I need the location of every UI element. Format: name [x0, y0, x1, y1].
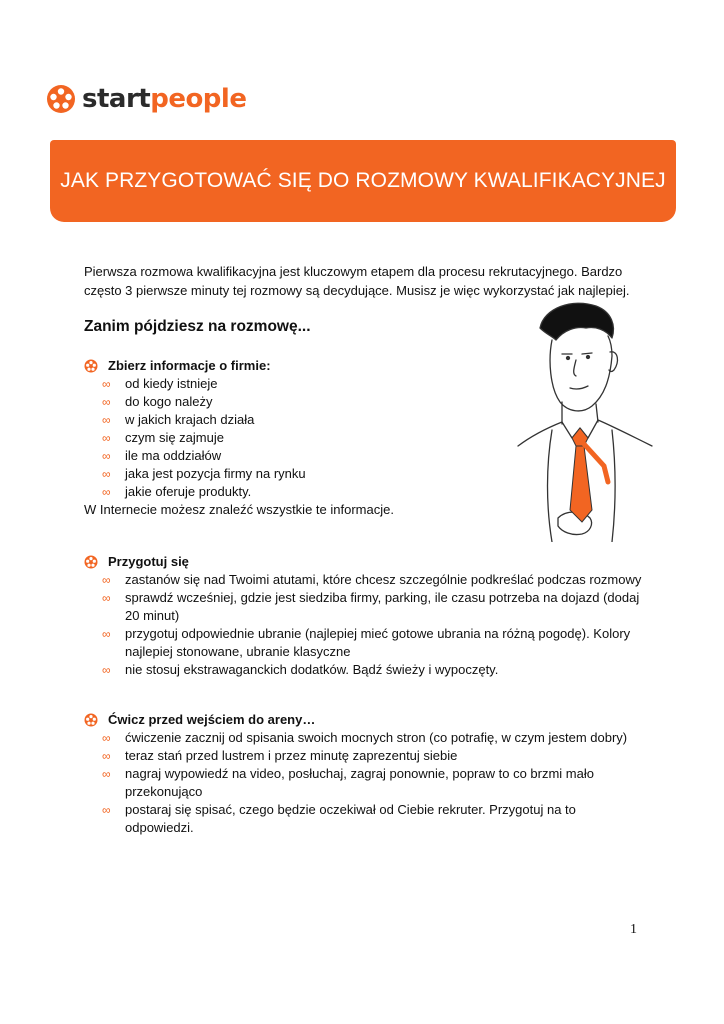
list-item — [84, 625, 644, 661]
infinity-bullet-icon: ∞ — [102, 467, 111, 481]
logo-wordmark-start: start — [82, 84, 151, 114]
infinity-bullet-icon: ∞ — [102, 663, 111, 677]
list-item-text: przygotuj odpowiednie ubranie (najlepiej mieć gotowe ubrania na różną pogodę). Kolory najlepiej stonowane, ubranie klasyczne — [125, 626, 631, 659]
list-item-text: teraz stań przed lustrem i przez minutę zaprezentuj siebie — [125, 748, 458, 763]
list-item — [84, 393, 504, 411]
list-item — [84, 729, 644, 747]
list-item — [84, 375, 504, 393]
page-title: JAK PRZYGOTOWAĆ SIĘ DO ROZMOWY KWALIFIKACYJNEJ — [60, 169, 666, 192]
list-item-text: do kogo należy — [125, 394, 213, 409]
list-item — [84, 483, 504, 501]
list-item-text: ćwiczenie zacznij od spisania swoich mocnych stron (co potrafię, w czym jestem dobry) — [125, 730, 628, 745]
list-item-text: w jakich krajach działa — [125, 412, 255, 427]
block-title — [84, 710, 644, 729]
bullet-list — [84, 375, 504, 501]
list-item — [84, 765, 644, 801]
block-title — [84, 552, 644, 571]
list-item-text: jakie oferuje produkty. — [125, 484, 252, 499]
infinity-bullet-icon: ∞ — [102, 377, 111, 391]
list-item — [84, 801, 644, 837]
list-item-text: postaraj się spisać, czego będzie oczekiwał od Ciebie rekruter. Przygotuj na to odpowiedzi. — [125, 802, 576, 835]
bullet-list — [84, 571, 644, 679]
bullet-list — [84, 729, 644, 837]
list-item-text: od kiedy istnieje — [125, 376, 218, 391]
startpeople-logo-icon — [46, 84, 76, 114]
infinity-bullet-icon: ∞ — [102, 627, 111, 641]
block-company-info — [84, 356, 504, 519]
infinity-bullet-icon: ∞ — [102, 749, 111, 763]
block-note: W Internecie możesz znaleźć wszystkie te informacje. — [84, 502, 394, 517]
block-title-text: Zbierz informacje o firmie: — [108, 358, 271, 373]
list-item — [84, 465, 504, 483]
list-item — [84, 411, 504, 429]
block-title-text: Przygotuj się — [108, 554, 189, 569]
infinity-bullet-icon: ∞ — [102, 767, 111, 781]
list-item — [84, 589, 644, 625]
flower-bullet-icon — [84, 555, 98, 569]
list-item-text: nie stosuj ekstrawaganckich dodatków. Bądź świeży i wypoczęty. — [125, 662, 499, 677]
flower-bullet-icon — [84, 713, 98, 727]
infinity-bullet-icon: ∞ — [102, 803, 111, 817]
block-practice — [84, 710, 644, 837]
infinity-bullet-icon: ∞ — [102, 395, 111, 409]
list-item-text: jaka jest pozycja firmy na rynku — [125, 466, 306, 481]
list-item — [84, 661, 644, 679]
list-item-text: zastanów się nad Twoimi atutami, które chcesz szczególnie podkreślać podczas rozmowy — [125, 572, 642, 587]
page-number: 1 — [630, 922, 637, 937]
flower-bullet-icon — [84, 359, 98, 373]
infinity-bullet-icon: ∞ — [102, 431, 111, 445]
infinity-bullet-icon: ∞ — [102, 573, 111, 587]
title-banner — [50, 140, 676, 222]
infinity-bullet-icon: ∞ — [102, 591, 111, 605]
infinity-bullet-icon: ∞ — [102, 485, 111, 499]
list-item — [84, 429, 504, 447]
block-prepare — [84, 552, 644, 679]
list-item-text: czym się zajmuje — [125, 430, 224, 445]
infinity-bullet-icon: ∞ — [102, 731, 111, 745]
list-item — [84, 447, 504, 465]
logo-wordmark-people: people — [150, 84, 247, 114]
startpeople-logo — [46, 84, 246, 114]
list-item — [84, 571, 644, 589]
intro-paragraph: Pierwsza rozmowa kwalifikacyjna jest kluczowym etapem dla procesu rekrutacyjnego. Bardzo często 3 pierwsze minuty tej rozmowy są decydujące. Musisz je więc wykorzystać jak najlepiej. — [84, 264, 630, 298]
section-heading: Zanim pójdziesz na rozmowę... — [84, 318, 311, 335]
infinity-bullet-icon: ∞ — [102, 449, 111, 463]
list-item-text: nagraj wypowiedź na video, posłuchaj, zagraj ponownie, popraw to co brzmi mało przekonująco — [125, 766, 594, 799]
list-item-text: sprawdź wcześniej, gdzie jest siedziba firmy, parking, ile czasu potrzeba na dojazd (dodaj 20 minut) — [125, 590, 640, 623]
list-item-text: ile ma oddziałów — [125, 448, 222, 463]
logo-wordmark — [82, 84, 246, 114]
list-item — [84, 747, 644, 765]
man-with-tie-illustration — [512, 296, 662, 542]
block-title — [84, 356, 504, 375]
block-title-text: Ćwicz przed wejściem do areny… — [108, 712, 316, 727]
infinity-bullet-icon: ∞ — [102, 413, 111, 427]
